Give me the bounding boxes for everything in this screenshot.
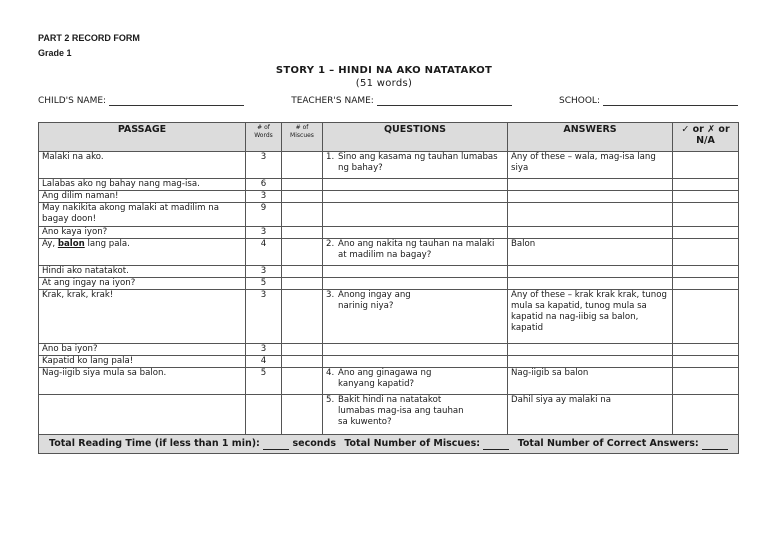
questions-header: QUESTIONS <box>323 123 508 152</box>
words-header <box>246 123 282 152</box>
table-row <box>39 266 739 278</box>
words-header-line2: Words <box>254 132 273 139</box>
question-text: Bakit hindi na natatakot lumabas mag-isa ang tauhan sa kuwento? <box>338 395 464 427</box>
record-table <box>38 122 739 454</box>
miscues-cell[interactable] <box>282 191 323 203</box>
child-name-blank[interactable] <box>109 96 244 106</box>
words-cell: 3 <box>246 191 282 203</box>
question-cell <box>323 152 508 179</box>
answer-cell <box>508 344 673 356</box>
answer-cell <box>508 278 673 290</box>
correct-total-blank[interactable] <box>702 439 728 450</box>
miscues-total-blank[interactable] <box>483 439 509 450</box>
words-cell: 3 <box>246 344 282 356</box>
question-cell <box>323 395 508 435</box>
answer-cell: Any of these – krak krak krak, tunog mula sa kapatid, tunog mula sa kapatid na nag-iibig sa balon, kapatid <box>508 290 673 344</box>
check-cell[interactable] <box>673 278 739 290</box>
reading-time-label: Total Reading Time (if less than 1 min): <box>49 438 260 449</box>
question-cell <box>323 290 508 344</box>
form-part-label: PART 2 RECORD FORM <box>38 33 140 43</box>
passage-cell: Ano kaya iyon? <box>39 227 246 239</box>
words-cell <box>246 395 282 435</box>
question-number: 3. <box>326 290 335 300</box>
answer-cell <box>508 179 673 191</box>
question-number: 2. <box>326 239 335 249</box>
school-field[interactable] <box>559 96 738 106</box>
answer-cell <box>508 356 673 368</box>
question-text: Anong ingay ang narinig niya? <box>338 290 411 311</box>
passage-cell <box>39 239 246 266</box>
table-row <box>39 290 739 344</box>
words-cell: 9 <box>246 203 282 227</box>
check-cell[interactable] <box>673 290 739 344</box>
question-cell <box>323 356 508 368</box>
passage-cell: Hindi ako natatakot. <box>39 266 246 278</box>
totals-row <box>39 435 739 454</box>
answer-cell: Dahil siya ay malaki na <box>508 395 673 435</box>
table-header-row <box>39 123 739 152</box>
check-cell[interactable] <box>673 239 739 266</box>
miscues-cell[interactable] <box>282 203 323 227</box>
words-cell: 3 <box>246 266 282 278</box>
table-row <box>39 356 739 368</box>
check-cell[interactable] <box>673 191 739 203</box>
check-cell[interactable] <box>673 152 739 179</box>
question-cell <box>323 266 508 278</box>
passage-header: PASSAGE <box>39 123 246 152</box>
answer-cell <box>508 227 673 239</box>
words-header-line1: # of <box>257 124 270 131</box>
miscues-cell[interactable] <box>282 278 323 290</box>
table-row <box>39 179 739 191</box>
question-cell <box>323 203 508 227</box>
question-text: Ano ang nakita ng tauhan na malaki at madilim na bagay? <box>338 239 495 260</box>
child-name-label: CHILD'S NAME: <box>38 96 107 106</box>
question-cell <box>323 344 508 356</box>
total-reading-time <box>49 438 336 450</box>
table-row <box>39 368 739 395</box>
miscues-cell[interactable] <box>282 152 323 179</box>
check-cell[interactable] <box>673 179 739 191</box>
table-row <box>39 227 739 239</box>
teacher-name-blank[interactable] <box>377 96 512 106</box>
passage-text-post: lang pala. <box>84 239 130 249</box>
passage-cell <box>39 395 246 435</box>
passage-cell: Ang dilim naman! <box>39 191 246 203</box>
school-label: SCHOOL: <box>559 96 600 106</box>
school-blank[interactable] <box>603 96 738 106</box>
table-row <box>39 239 739 266</box>
passage-cell: At ang ingay na iyon? <box>39 278 246 290</box>
answer-cell <box>508 203 673 227</box>
correct-total-label: Total Number of Correct Answers: <box>517 438 699 449</box>
story-title: STORY 1 – HINDI NA AKO NATATAKOT <box>275 65 493 76</box>
check-header: ✓ or ✗ or N/A <box>673 123 739 152</box>
total-correct <box>518 438 728 450</box>
words-cell: 5 <box>246 278 282 290</box>
passage-text-pre: Ay, <box>42 239 58 249</box>
answer-cell: Nag-iigib sa balon <box>508 368 673 395</box>
question-cell <box>323 179 508 191</box>
words-cell: 5 <box>246 368 282 395</box>
miscues-cell[interactable] <box>282 344 323 356</box>
miscues-header <box>282 123 323 152</box>
miscues-cell[interactable] <box>282 239 323 266</box>
totals-cell <box>39 435 739 454</box>
table-row <box>39 203 739 227</box>
passage-text-emphasis: balon <box>57 239 85 249</box>
check-cell[interactable] <box>673 344 739 356</box>
teacher-name-field[interactable] <box>291 96 512 106</box>
check-cell[interactable] <box>673 395 739 435</box>
miscues-cell[interactable] <box>282 179 323 191</box>
question-cell <box>323 191 508 203</box>
name-fields <box>38 96 738 106</box>
check-cell[interactable] <box>673 266 739 278</box>
question-text: Sino ang kasama ng tauhan lumabas ng bahay? <box>338 152 498 173</box>
grade-label: Grade 1 <box>38 48 72 58</box>
answer-cell: Balon <box>508 239 673 266</box>
question-number: 4. <box>326 368 335 378</box>
miscues-total-label: Total Number of Miscues: <box>344 438 481 449</box>
table-row <box>39 344 739 356</box>
question-cell <box>323 239 508 266</box>
seconds-label: seconds <box>292 438 336 449</box>
table-row <box>39 152 739 179</box>
passage-cell: Malaki na ako. <box>39 152 246 179</box>
answers-header: ANSWERS <box>508 123 673 152</box>
miscues-cell[interactable] <box>282 290 323 344</box>
word-count-subtitle: (51 words) <box>355 78 413 89</box>
check-cell[interactable] <box>673 203 739 227</box>
question-cell <box>323 278 508 290</box>
table-row <box>39 395 739 435</box>
miscues-cell[interactable] <box>282 227 323 239</box>
teacher-name-label: TEACHER'S NAME: <box>291 96 374 106</box>
miscues-cell[interactable] <box>282 368 323 395</box>
question-cell <box>323 227 508 239</box>
passage-cell: Ano ba iyon? <box>39 344 246 356</box>
question-text: Ano ang ginagawa ng kanyang kapatid? <box>338 368 432 389</box>
miscues-cell[interactable] <box>282 356 323 368</box>
answer-cell: Any of these – wala, mag-isa lang siya <box>508 152 673 179</box>
passage-cell: Krak, krak, krak! <box>39 290 246 344</box>
words-cell: 3 <box>246 227 282 239</box>
miscues-header-line1: # of <box>295 124 309 131</box>
question-number: 1. <box>326 152 335 162</box>
words-cell: 6 <box>246 179 282 191</box>
total-miscues <box>344 438 509 450</box>
words-cell: 3 <box>246 152 282 179</box>
table-row <box>39 278 739 290</box>
passage-cell: Lalabas ako ng bahay nang mag-isa. <box>39 179 246 191</box>
passage-cell: May nakikita akong malaki at madilim na bagay doon! <box>39 203 246 227</box>
words-cell: 3 <box>246 290 282 344</box>
passage-cell: Kapatid ko lang pala! <box>39 356 246 368</box>
check-cell[interactable] <box>673 227 739 239</box>
words-cell: 4 <box>246 239 282 266</box>
miscues-cell[interactable] <box>282 266 323 278</box>
answer-cell <box>508 266 673 278</box>
check-cell[interactable] <box>673 356 739 368</box>
check-cell[interactable] <box>673 368 739 395</box>
answer-cell <box>508 191 673 203</box>
reading-time-blank[interactable] <box>263 439 289 450</box>
child-name-field[interactable] <box>38 96 244 106</box>
words-cell: 4 <box>246 356 282 368</box>
table-row <box>39 191 739 203</box>
passage-cell: Nag-iigib siya mula sa balon. <box>39 368 246 395</box>
miscues-cell[interactable] <box>282 395 323 435</box>
miscues-header-line2: Miscues <box>290 132 314 139</box>
question-cell <box>323 368 508 395</box>
question-number: 5. <box>326 395 335 405</box>
